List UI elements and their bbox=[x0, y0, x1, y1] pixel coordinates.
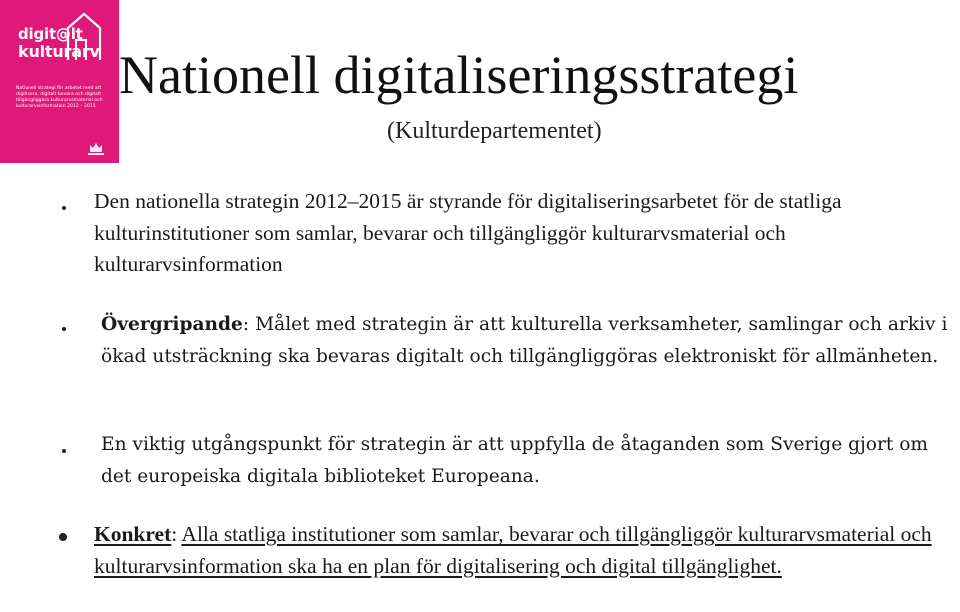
cover-description: Nationell strategi för arbetet med att digitisera, digitalt bevara och digitalt tillgängliggöra kulturarvsmaterial och kulturarvsinformation 2012 – 2015 bbox=[16, 86, 103, 109]
cover-logo bbox=[18, 26, 100, 60]
bullet-body-2: : Målet med strategin är att kulturella verksamheter, samlingar och arkiv i ökad utsträckning ska bevaras digitalt och tillgängliggöras elektroniskt för allmänheten. bbox=[101, 314, 948, 367]
bullet-marker-2 bbox=[62, 327, 66, 331]
bullet-marker-4 bbox=[59, 533, 67, 541]
bullet-label-konkret: Konkret bbox=[94, 522, 172, 546]
crown-crest-icon bbox=[84, 138, 108, 158]
cover-logo-line1: digit@lt bbox=[18, 25, 83, 43]
slide-title: Nationell digitaliseringsstrategi bbox=[119, 45, 799, 105]
bullet-separator-4: : bbox=[171, 522, 182, 546]
slide-subtitle: (Kulturdepartementet) bbox=[387, 118, 602, 144]
bullet-text-1: Den nationella strategin 2012–2015 är styrande för digitaliseringsarbetet för de statliga kulturinstitutioner som samlar, bevarar och tillgängliggör kulturarvsmaterial och kulturarvsinformation bbox=[94, 189, 842, 276]
strategy-cover-image bbox=[0, 0, 119, 163]
bullet-text-2 bbox=[101, 309, 957, 372]
bullet-marker-1 bbox=[62, 206, 66, 210]
bullet-marker-3 bbox=[62, 449, 66, 453]
bullet-text-4 bbox=[94, 519, 950, 582]
bullet-body-4: Alla statliga institutioner som samlar, bevarar och tillgängliggör kulturarvsmaterial och kulturarvsinformation ska ha en plan för digitalisering och digital tillgänglighet. bbox=[94, 522, 932, 578]
bullet-text-3: En viktig utgångspunkt för strategin är att uppfylla de åtaganden som Sverige gjort om det europeiska digitala biblioteket Europeana. bbox=[101, 434, 929, 487]
cover-logo-line2: kulturarv bbox=[18, 42, 100, 61]
bullet-label-overgripande: Övergripande bbox=[101, 314, 243, 335]
